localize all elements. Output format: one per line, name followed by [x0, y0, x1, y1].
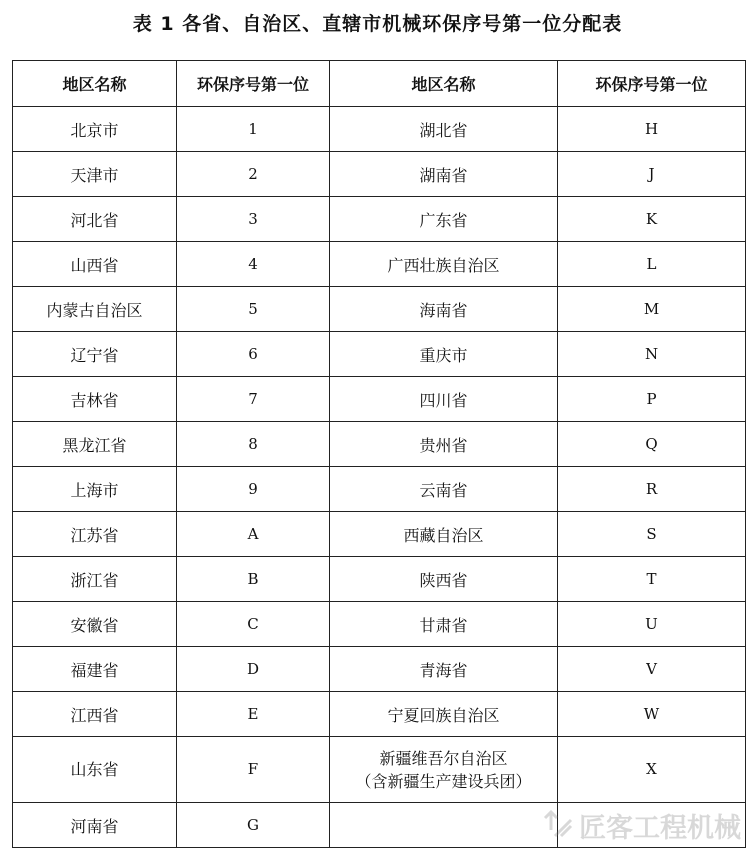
- header-region-name: 地区名称: [13, 61, 177, 107]
- table-row: [13, 197, 746, 242]
- region-cell: 安徽省: [13, 602, 177, 647]
- header-region-name: 地区名称: [330, 61, 558, 107]
- code-cell: B: [177, 557, 330, 602]
- table-row: [13, 647, 746, 692]
- header-code: 环保序号第一位: [558, 61, 746, 107]
- table-row: [13, 467, 746, 512]
- region-cell: 贵州省: [330, 422, 558, 467]
- region-cell: 辽宁省: [13, 332, 177, 377]
- code-cell: K: [558, 197, 746, 242]
- region-cell: 青海省: [330, 647, 558, 692]
- region-cell: 湖南省: [330, 152, 558, 197]
- region-cell: 西藏自治区: [330, 512, 558, 557]
- table-row: [13, 692, 746, 737]
- region-cell: 湖北省: [330, 107, 558, 152]
- region-cell: 福建省: [13, 647, 177, 692]
- table-row: [13, 107, 746, 152]
- code-cell: 6: [177, 332, 330, 377]
- code-cell: E: [177, 692, 330, 737]
- region-cell: [330, 737, 558, 803]
- code-cell: 1: [177, 107, 330, 152]
- region-cell: 江苏省: [13, 512, 177, 557]
- table-row: [13, 377, 746, 422]
- table-title: 表 1 各省、自治区、直辖市机械环保序号第一位分配表: [132, 13, 623, 35]
- region-cell: 重庆市: [330, 332, 558, 377]
- code-cell: D: [177, 647, 330, 692]
- table-row: [13, 242, 746, 287]
- header-code: 环保序号第一位: [177, 61, 330, 107]
- region-cell: 山西省: [13, 242, 177, 287]
- code-cell: T: [558, 557, 746, 602]
- code-cell: M: [558, 287, 746, 332]
- code-cell: A: [177, 512, 330, 557]
- table-row: [13, 152, 746, 197]
- code-cell: W: [558, 692, 746, 737]
- region-cell: 甘肃省: [330, 602, 558, 647]
- region-cell: [330, 803, 558, 848]
- region-cell: 广西壮族自治区: [330, 242, 558, 287]
- table-row: [13, 332, 746, 377]
- region-cell: 宁夏回族自治区: [330, 692, 558, 737]
- region-note: （含新疆生产建设兵团）: [355, 771, 532, 791]
- table-row: [13, 422, 746, 467]
- code-cell: 2: [177, 152, 330, 197]
- region-cell: 四川省: [330, 377, 558, 422]
- allocation-table: [12, 60, 746, 848]
- code-cell: S: [558, 512, 746, 557]
- code-cell: N: [558, 332, 746, 377]
- region-cell: 云南省: [330, 467, 558, 512]
- code-cell: R: [558, 467, 746, 512]
- code-cell: 3: [177, 197, 330, 242]
- region-cell: 内蒙古自治区: [13, 287, 177, 332]
- code-cell: V: [558, 647, 746, 692]
- table-row: [13, 512, 746, 557]
- code-cell: U: [558, 602, 746, 647]
- code-cell: J: [558, 152, 746, 197]
- region-cell: 北京市: [13, 107, 177, 152]
- region-cell: 海南省: [330, 287, 558, 332]
- bracket-logo-icon: [541, 808, 575, 842]
- table-row: [13, 737, 746, 803]
- code-cell: F: [177, 737, 330, 803]
- region-cell: 上海市: [13, 467, 177, 512]
- code-cell: 9: [177, 467, 330, 512]
- code-cell: 8: [177, 422, 330, 467]
- code-cell: 5: [177, 287, 330, 332]
- region-cell: 广东省: [330, 197, 558, 242]
- region-cell: 陕西省: [330, 557, 558, 602]
- table-row: [13, 602, 746, 647]
- region-cell: 黑龙江省: [13, 422, 177, 467]
- code-cell: C: [177, 602, 330, 647]
- code-cell: L: [558, 242, 746, 287]
- region-cell: 河南省: [13, 803, 177, 848]
- code-cell: 7: [177, 377, 330, 422]
- code-cell: P: [558, 377, 746, 422]
- region-name: 新疆维吾尔自治区: [379, 748, 508, 768]
- code-cell: H: [558, 107, 746, 152]
- region-cell: 浙江省: [13, 557, 177, 602]
- region-cell: 吉林省: [13, 377, 177, 422]
- region-cell: 河北省: [13, 197, 177, 242]
- table-header-row: [13, 61, 746, 107]
- region-cell: 天津市: [13, 152, 177, 197]
- table-row: [13, 287, 746, 332]
- region-cell: 山东省: [13, 737, 177, 803]
- code-cell: G: [177, 803, 330, 848]
- code-cell: Q: [558, 422, 746, 467]
- region-cell: 江西省: [13, 692, 177, 737]
- watermark: [541, 805, 741, 845]
- code-cell: X: [558, 737, 746, 803]
- watermark-text: 匠客工程机械: [579, 812, 741, 844]
- table-row: [13, 557, 746, 602]
- code-cell: 4: [177, 242, 330, 287]
